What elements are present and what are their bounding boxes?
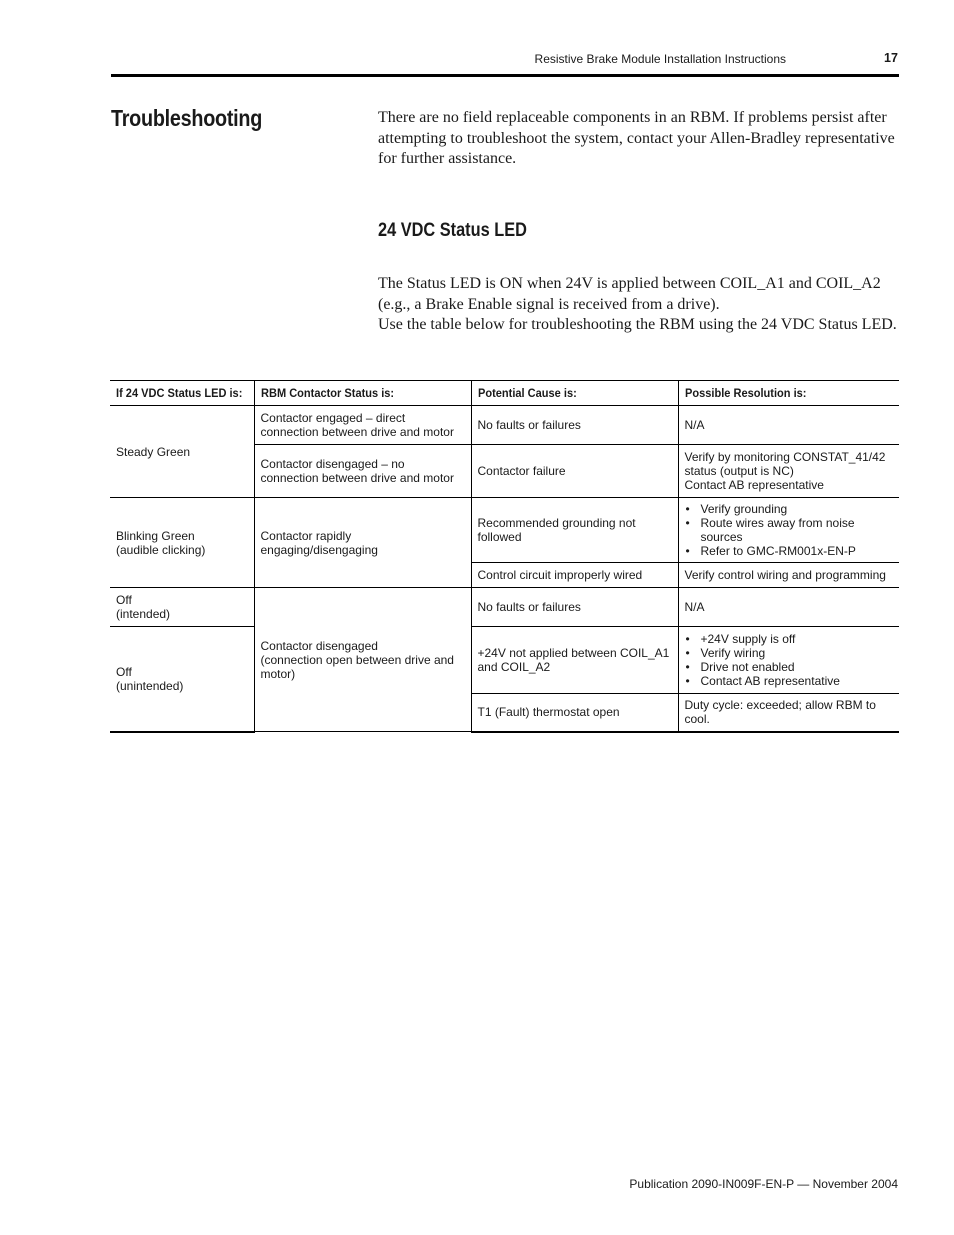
table-row: [110, 588, 899, 627]
publication-footer: Publication 2090-IN009F-EN-P — November 2004: [629, 1177, 898, 1191]
led-cell-steady-green: Steady Green: [110, 406, 254, 498]
column-header-contactor: RBM Contactor Status is:: [254, 381, 471, 406]
resolution-list: [685, 502, 894, 558]
table-header-row: [110, 381, 899, 406]
resolution-cell: [678, 627, 899, 694]
column-header-led: If 24 VDC Status LED is:: [110, 381, 254, 406]
resolution-cell: [678, 498, 899, 563]
header-rule: [111, 74, 899, 77]
list-item: • Contact AB representative: [685, 674, 894, 688]
list-item: • Route wires away from noise sources: [685, 516, 894, 544]
contactor-cell: Contactor disengaged (connection open between drive and motor): [254, 588, 471, 732]
cause-cell: Recommended grounding not followed: [471, 498, 678, 563]
list-item: • Drive not enabled: [685, 660, 894, 674]
list-item: • Verify grounding: [685, 502, 894, 516]
table-row: [110, 498, 899, 563]
cause-cell: Contactor failure: [471, 445, 678, 498]
resolution-cell: Verify by monitoring CONSTAT_41/42 status (output is NC) Contact AB representative: [678, 445, 899, 498]
cause-cell: T1 (Fault) thermostat open: [471, 694, 678, 732]
page-number: 17: [884, 51, 898, 65]
troubleshooting-table: [110, 380, 899, 733]
column-header-cause: Potential Cause is:: [471, 381, 678, 406]
list-item: • Refer to GMC-RM001x-EN-P: [685, 544, 894, 558]
resolution-cell: Verify control wiring and programming: [678, 563, 899, 588]
contactor-cell: Contactor disengaged – no connection between drive and motor: [254, 445, 471, 498]
cause-cell: +24V not applied between COIL_A1 and COIL_A2: [471, 627, 678, 694]
resolution-cell: Duty cycle: exceeded; allow RBM to cool.: [678, 694, 899, 732]
section-title: Troubleshooting: [111, 105, 263, 131]
table-row: [110, 406, 899, 445]
status-led-paragraph: The Status LED is ON when 24V is applied between COIL_A1 and COIL_A2 (e.g., a Brake Enable signal is received from a drive). Use the table below for troubleshooting the RBM using the 24 VDC Status LED.: [378, 275, 897, 333]
resolution-list: [685, 632, 894, 688]
intro-paragraph: There are no field replaceable components in an RBM. If problems persist after attempting to troubleshoot the system, contact your Allen-Bradley representative for further assistance.: [378, 109, 895, 167]
cause-cell: Control circuit improperly wired: [471, 563, 678, 588]
contactor-cell: Contactor rapidly engaging/disengaging: [254, 498, 471, 588]
list-item: • +24V supply is off: [685, 632, 894, 646]
cause-cell: No faults or failures: [471, 588, 678, 627]
resolution-cell: N/A: [678, 588, 899, 627]
led-cell-blinking-green: Blinking Green (audible clicking): [110, 498, 254, 588]
list-item: • Verify wiring: [685, 646, 894, 660]
resolution-cell: N/A: [678, 406, 899, 445]
contactor-cell: Contactor engaged – direct connection between drive and motor: [254, 406, 471, 445]
led-cell-off-intended: Off (intended): [110, 588, 254, 627]
column-header-resolution: Possible Resolution is:: [678, 381, 899, 406]
cause-cell: No faults or failures: [471, 406, 678, 445]
subsection-title: 24 VDC Status LED: [378, 220, 527, 241]
led-cell-off-unintended: Off (unintended): [110, 627, 254, 732]
running-header-title: Resistive Brake Module Installation Instructions: [534, 52, 786, 66]
table-row: [110, 627, 899, 694]
